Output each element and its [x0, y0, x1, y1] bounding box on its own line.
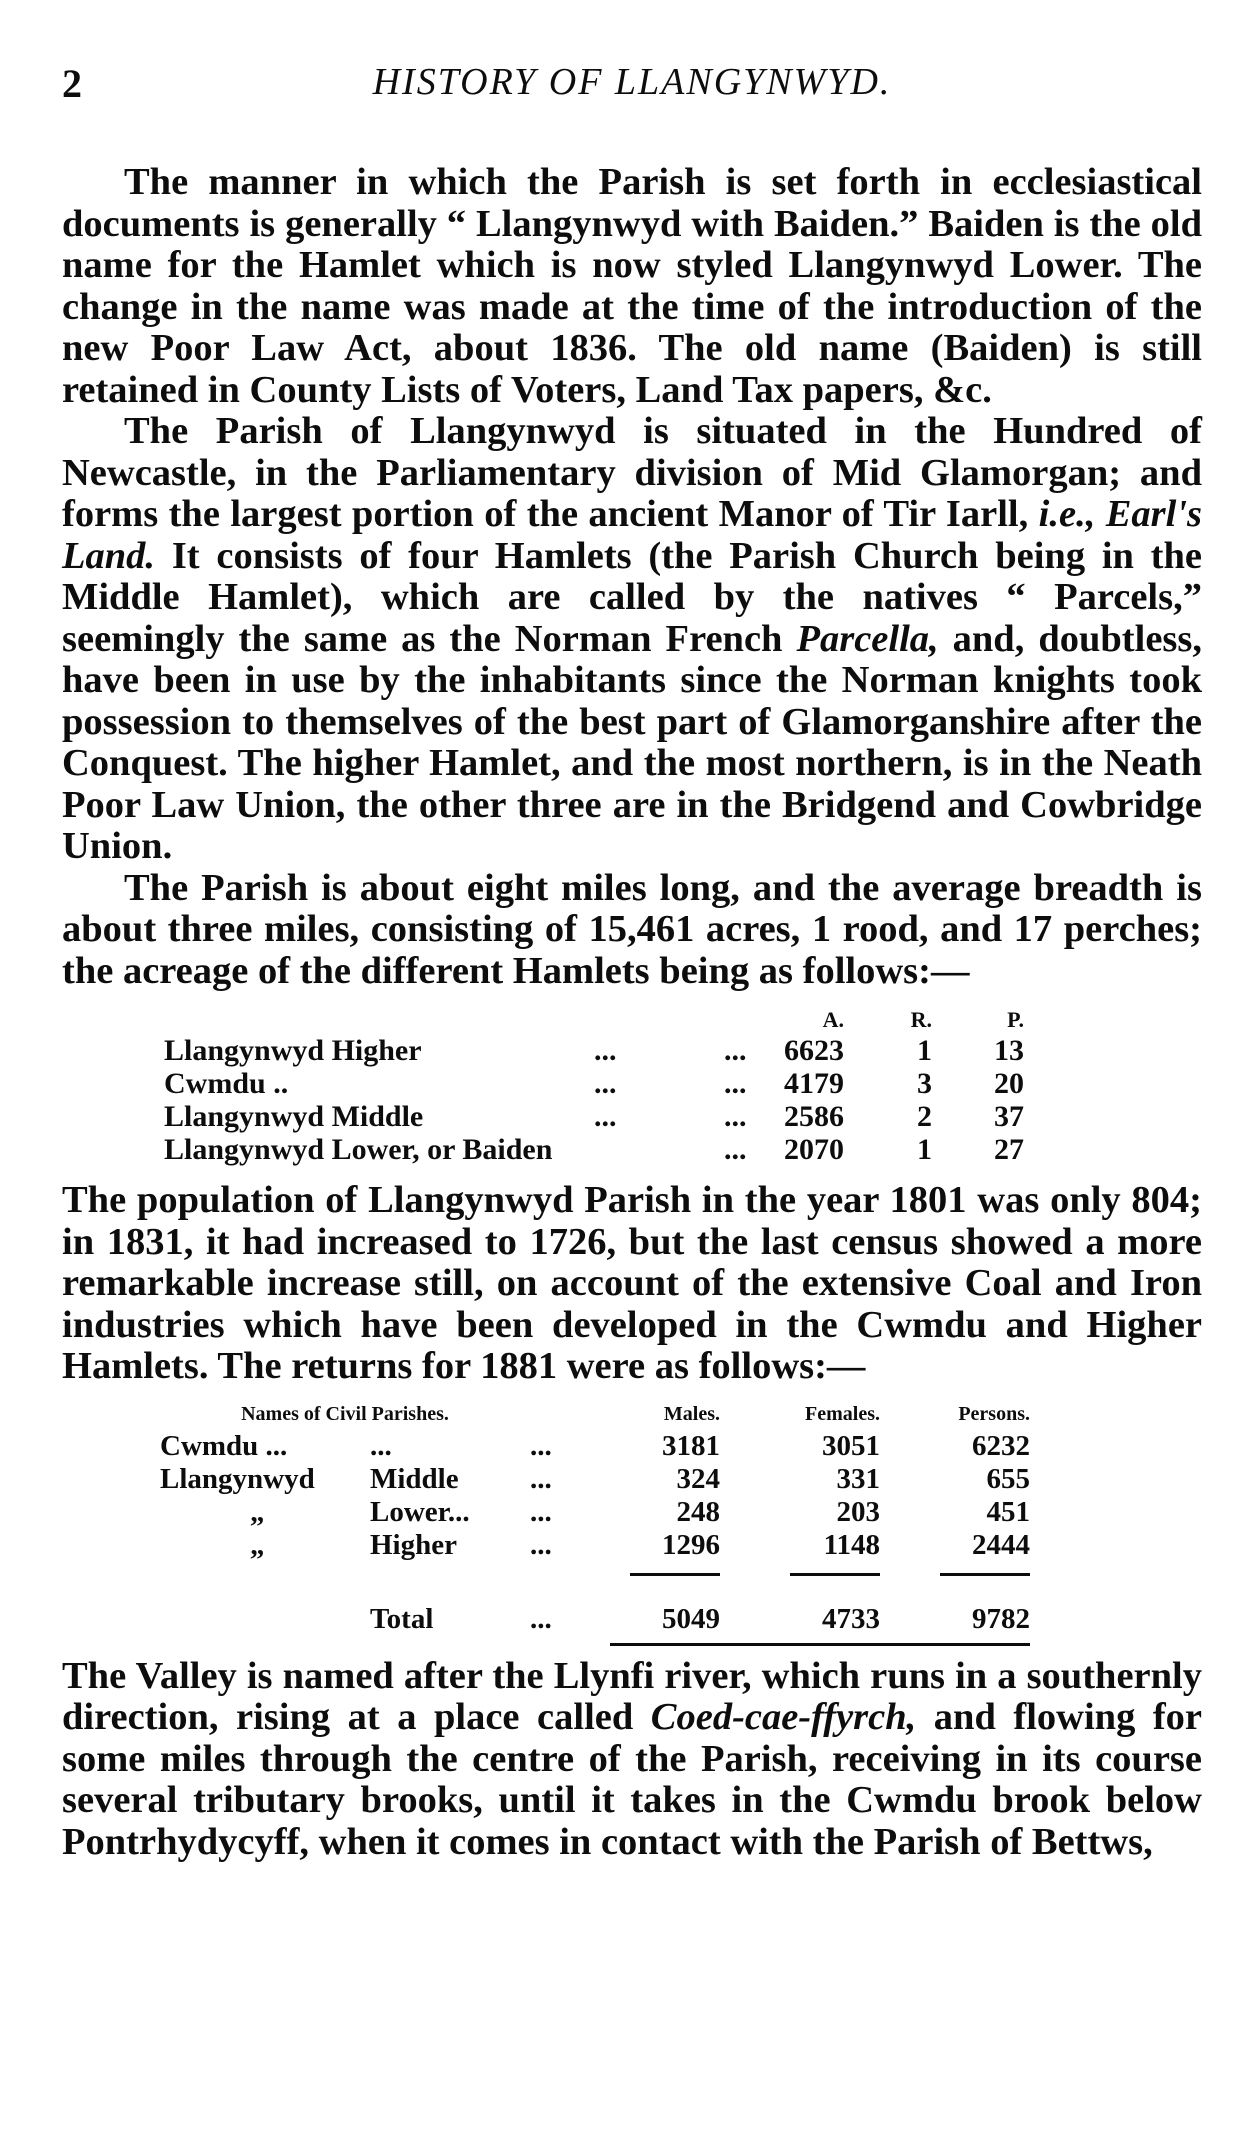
leader-dots: ...	[724, 1067, 747, 1100]
population-table	[160, 1400, 1030, 1646]
roods-value: 1	[917, 1133, 932, 1166]
header-females: Females.	[805, 1403, 880, 1425]
perches-value: 20	[994, 1067, 1024, 1100]
leader-dots: ...	[724, 1100, 747, 1133]
paragraph-text: It consists of four Hamlets (the Parish Church being in the Middle Hamlet), which are called by the natives “ Parcels,” seemingly the same as the Norman French	[62, 534, 1202, 660]
acres-value: 2586	[784, 1100, 844, 1133]
persons-value: 451	[986, 1495, 1030, 1528]
persons-value: 2444	[972, 1528, 1030, 1561]
parish-sub: Higher	[370, 1528, 457, 1561]
sum-rule	[630, 1573, 720, 1584]
males-value: 1296	[662, 1528, 720, 1561]
acres-value: 4179	[784, 1067, 844, 1100]
total-females: 4733	[720, 1595, 880, 1645]
table-row	[160, 1463, 1030, 1496]
leader-dots: ...	[530, 1495, 552, 1528]
hamlet-name: Llangynwyd Middle	[164, 1100, 424, 1133]
perches-value: 37	[994, 1100, 1024, 1133]
ditto-mark: „	[250, 1495, 265, 1528]
italic-parcella: Parcella,	[796, 617, 939, 660]
perches-value: 13	[994, 1034, 1024, 1067]
header-perches: P.	[1007, 1007, 1024, 1032]
table-row	[164, 1067, 1024, 1100]
sum-rule	[790, 1573, 880, 1584]
italic-earls-land: i.e., Earl's Land.	[62, 493, 1203, 577]
table-row	[164, 1100, 1024, 1133]
header-civil-parishes: Names of Civil Parishes.	[241, 1403, 449, 1425]
paragraph-text: and, doubtless, have been in use by the inhabitants since the Norman knights took possession to themselves of the best part of Glamorganshire after the Conquest. The higher Hamlet, and the most northern, is in the Neath Poor Law Union, the other three are in the Bridgend and Cowbridge Union.	[62, 617, 1202, 867]
page-number: 2	[62, 61, 82, 106]
paragraph-population: The population of Llangynwyd Parish in the year 1801 was only 804; in 1831, it had increased to 1726, but the last census showed a more remarkable increase still, on account of the extensive Coal and Iron industries which have been developed in the Cwmdu and Higher Hamlets. The returns for 1881 were as follows:—	[62, 1179, 1202, 1387]
leader-dots: ...	[530, 1603, 552, 1636]
acres-value: 2070	[784, 1133, 844, 1166]
females-value: 331	[836, 1462, 880, 1495]
italic-place-name: Coed-cae-ffyrch,	[650, 1696, 917, 1738]
header-acres: A.	[822, 1007, 844, 1032]
males-value: 3181	[662, 1429, 720, 1462]
acres-value: 6623	[784, 1034, 844, 1067]
paragraph-dimensions: The Parish is about eight miles long, and the average breadth is about three miles, consisting of 15,461 acres, 1 rood, and 17 perches; the acreage of the different Hamlets being as follows:—	[62, 866, 1202, 992]
acreage-table	[164, 1006, 1024, 1166]
persons-value: 6232	[972, 1429, 1030, 1462]
roods-value: 2	[917, 1100, 932, 1133]
females-value: 1148	[823, 1528, 880, 1561]
table-row	[164, 1034, 1024, 1067]
persons-value: 655	[986, 1462, 1030, 1495]
parish-sub: ...	[370, 1429, 392, 1462]
paragraph-baiden: The manner in which the Parish is set forth in ecclesiastical documents is generally “ Llangynwyd with Baiden.” Baiden is the old name for the Hamlet which is now styled Llangynwyd Lower. The change in the name was made at the time of the introduction of the new Poor Law Act, about 1836. The old name (Baiden) is still retained in County Lists of Voters, Land Tax papers, &c.	[62, 161, 1202, 411]
header-males: Males.	[663, 1403, 720, 1425]
running-title: HISTORY OF LLANGYNWYD.	[372, 61, 892, 103]
table-row	[160, 1496, 1030, 1529]
header-persons: Persons.	[958, 1403, 1030, 1425]
leader-dots: ...	[594, 1034, 617, 1067]
parish-sub: Middle	[370, 1462, 459, 1495]
hamlet-name: Llangynwyd Lower, or Baiden	[164, 1133, 553, 1166]
parish-name: Cwmdu ...	[160, 1429, 288, 1462]
paragraph-text: The Parish of Llangynwyd is situated in the Hundred of Newcastle, in the Parliamentary division of Mid Glamorgan; and forms the largest portion of the ancient Manor of Tir Iarll,	[62, 410, 1202, 535]
perches-value: 27	[994, 1133, 1024, 1166]
population-header-row	[160, 1400, 1030, 1430]
paragraph-text: and flowing for some miles through the centre of the Parish, receiving in its course several tributary brooks, until it takes in the Cwmdu brook below Pontrhydycyff, when it comes in contact with the Parish of Bettws,	[62, 1696, 1202, 1863]
leader-dots: ...	[724, 1034, 747, 1067]
paragraph-text: The Valley is named after the Llynfi river, which runs in a southernly direction, rising at a place called	[62, 1654, 1202, 1738]
total-males: 5049	[610, 1595, 720, 1645]
parish-name: Llangynwyd	[160, 1462, 315, 1495]
rule-row	[160, 1562, 1030, 1595]
roods-value: 1	[917, 1034, 932, 1067]
table-row	[160, 1430, 1030, 1463]
total-row	[160, 1595, 1030, 1645]
table-row	[160, 1529, 1030, 1562]
leader-dots: ...	[530, 1528, 552, 1561]
leader-dots: ...	[530, 1429, 552, 1462]
males-value: 248	[676, 1495, 720, 1528]
page-header	[62, 60, 1202, 120]
paragraph-valley	[62, 1656, 1202, 1864]
book-page	[62, 60, 1202, 1863]
males-value: 324	[676, 1462, 720, 1495]
females-value: 203	[836, 1495, 880, 1528]
header-roods: R.	[910, 1007, 932, 1032]
table-row	[164, 1133, 1024, 1166]
leader-dots: ...	[530, 1462, 552, 1495]
ditto-mark: „	[250, 1528, 265, 1561]
leader-dots: ...	[594, 1067, 617, 1100]
leader-dots	[594, 1133, 724, 1166]
roods-value: 3	[917, 1067, 932, 1100]
acreage-header-row	[164, 1006, 1024, 1034]
parish-sub: Lower...	[370, 1495, 470, 1528]
paragraph-parish-location	[62, 411, 1202, 868]
total-persons: 9782	[880, 1595, 1030, 1645]
leader-dots: ...	[724, 1133, 747, 1166]
total-label: Total	[370, 1603, 434, 1636]
sum-rule	[940, 1573, 1030, 1584]
leader-dots: ...	[594, 1100, 617, 1133]
females-value: 3051	[822, 1429, 880, 1462]
hamlet-name: Cwmdu ..	[164, 1067, 289, 1100]
hamlet-name: Llangynwyd Higher	[164, 1034, 422, 1067]
